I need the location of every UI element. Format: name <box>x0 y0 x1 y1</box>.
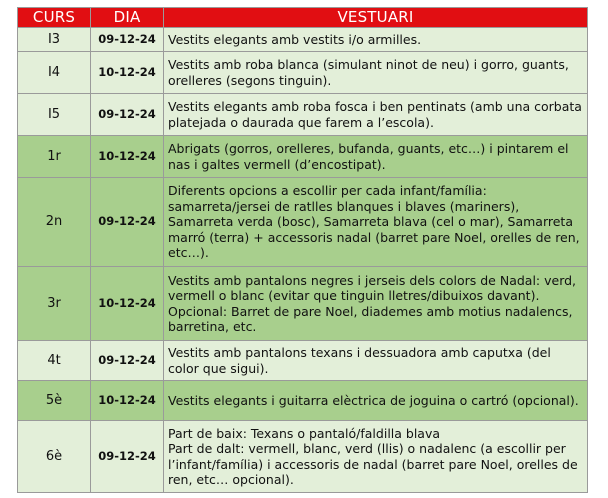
table-row <box>18 341 588 381</box>
curs-cell: I5 <box>18 94 91 136</box>
clothing-schedule-table <box>17 7 588 493</box>
dia-cell: 10-12-24 <box>91 267 164 341</box>
dia-cell: 09-12-24 <box>91 94 164 136</box>
vestuari-cell: Diferents opcions a escollir per cada infant/família: samarreta/jersei de ratlles blanques i blaves (mariners), Samarreta verda (bosc), Samarreta blava (cel o mar), Samarreta marró (terra) + accessoris nadal (barret pare Noel, orelles de ren, etc…). <box>164 178 588 267</box>
curs-cell: 4t <box>18 341 91 381</box>
vestuari-cell: Vestits elegants amb roba fosca i ben pentinats (amb una corbata platejada o daurada que farem a l’escola). <box>164 94 588 136</box>
curs-cell: 1r <box>18 136 91 178</box>
dia-cell: 09-12-24 <box>91 341 164 381</box>
curs-cell: 5è <box>18 381 91 421</box>
curs-cell: 6è <box>18 421 91 493</box>
dia-cell: 10-12-24 <box>91 136 164 178</box>
curs-cell: I4 <box>18 52 91 94</box>
table-row <box>18 381 588 421</box>
table-row <box>18 421 588 493</box>
dia-cell: 10-12-24 <box>91 381 164 421</box>
header-curs: CURS <box>18 8 91 28</box>
header-vestuari: VESTUARI <box>164 8 588 28</box>
table-row <box>18 178 588 267</box>
vestuari-cell: Abrigats (gorros, orelleres, bufanda, guants, etc…) i pintarem el nas i galtes vermell (d’encostipat). <box>164 136 588 178</box>
curs-cell: I3 <box>18 28 91 52</box>
table-row <box>18 94 588 136</box>
curs-cell: 3r <box>18 267 91 341</box>
table-row <box>18 267 588 341</box>
header-dia: DIA <box>91 8 164 28</box>
dia-cell: 09-12-24 <box>91 421 164 493</box>
table-row <box>18 52 588 94</box>
table-row <box>18 136 588 178</box>
dia-cell: 09-12-24 <box>91 178 164 267</box>
vestuari-line-baix: Part de baix: Texans o pantaló/faldilla blava <box>168 425 441 441</box>
vestuari-cell: Vestits amb pantalons texans i dessuadora amb caputxa (del color que sigui). <box>164 341 588 381</box>
vestuari-cell: Vestits amb roba blanca (simulant ninot de neu) i gorro, guants, orelleres (segons tinguin). <box>164 52 588 94</box>
vestuari-cell: Vestits elegants i guitarra elèctrica de joguina o cartró (opcional). <box>164 381 588 421</box>
vestuari-cell: Vestits amb pantalons negres i jerseis dels colors de Nadal: verd, vermell o blanc (evitar que tinguin lletres/dibuixos davant). Opcional: Barret de pare Noel, diademes amb motius nadalencs, barretina, etc. <box>164 267 588 341</box>
vestuari-cell: Vestits elegants amb vestits i/o armilles. <box>164 28 588 52</box>
dia-cell: 09-12-24 <box>91 28 164 52</box>
table-row <box>18 28 588 52</box>
curs-cell: 2n <box>18 178 91 267</box>
header-row <box>18 8 588 28</box>
vestuari-cell <box>164 421 588 493</box>
vestuari-line-dalt: Part de dalt: vermell, blanc, verd (llis) o nadalenc (a escollir per l’infant/família) i accessoris de nadal (barret pare Noel, orelles de ren, etc… opcional). <box>168 441 578 487</box>
dia-cell: 10-12-24 <box>91 52 164 94</box>
